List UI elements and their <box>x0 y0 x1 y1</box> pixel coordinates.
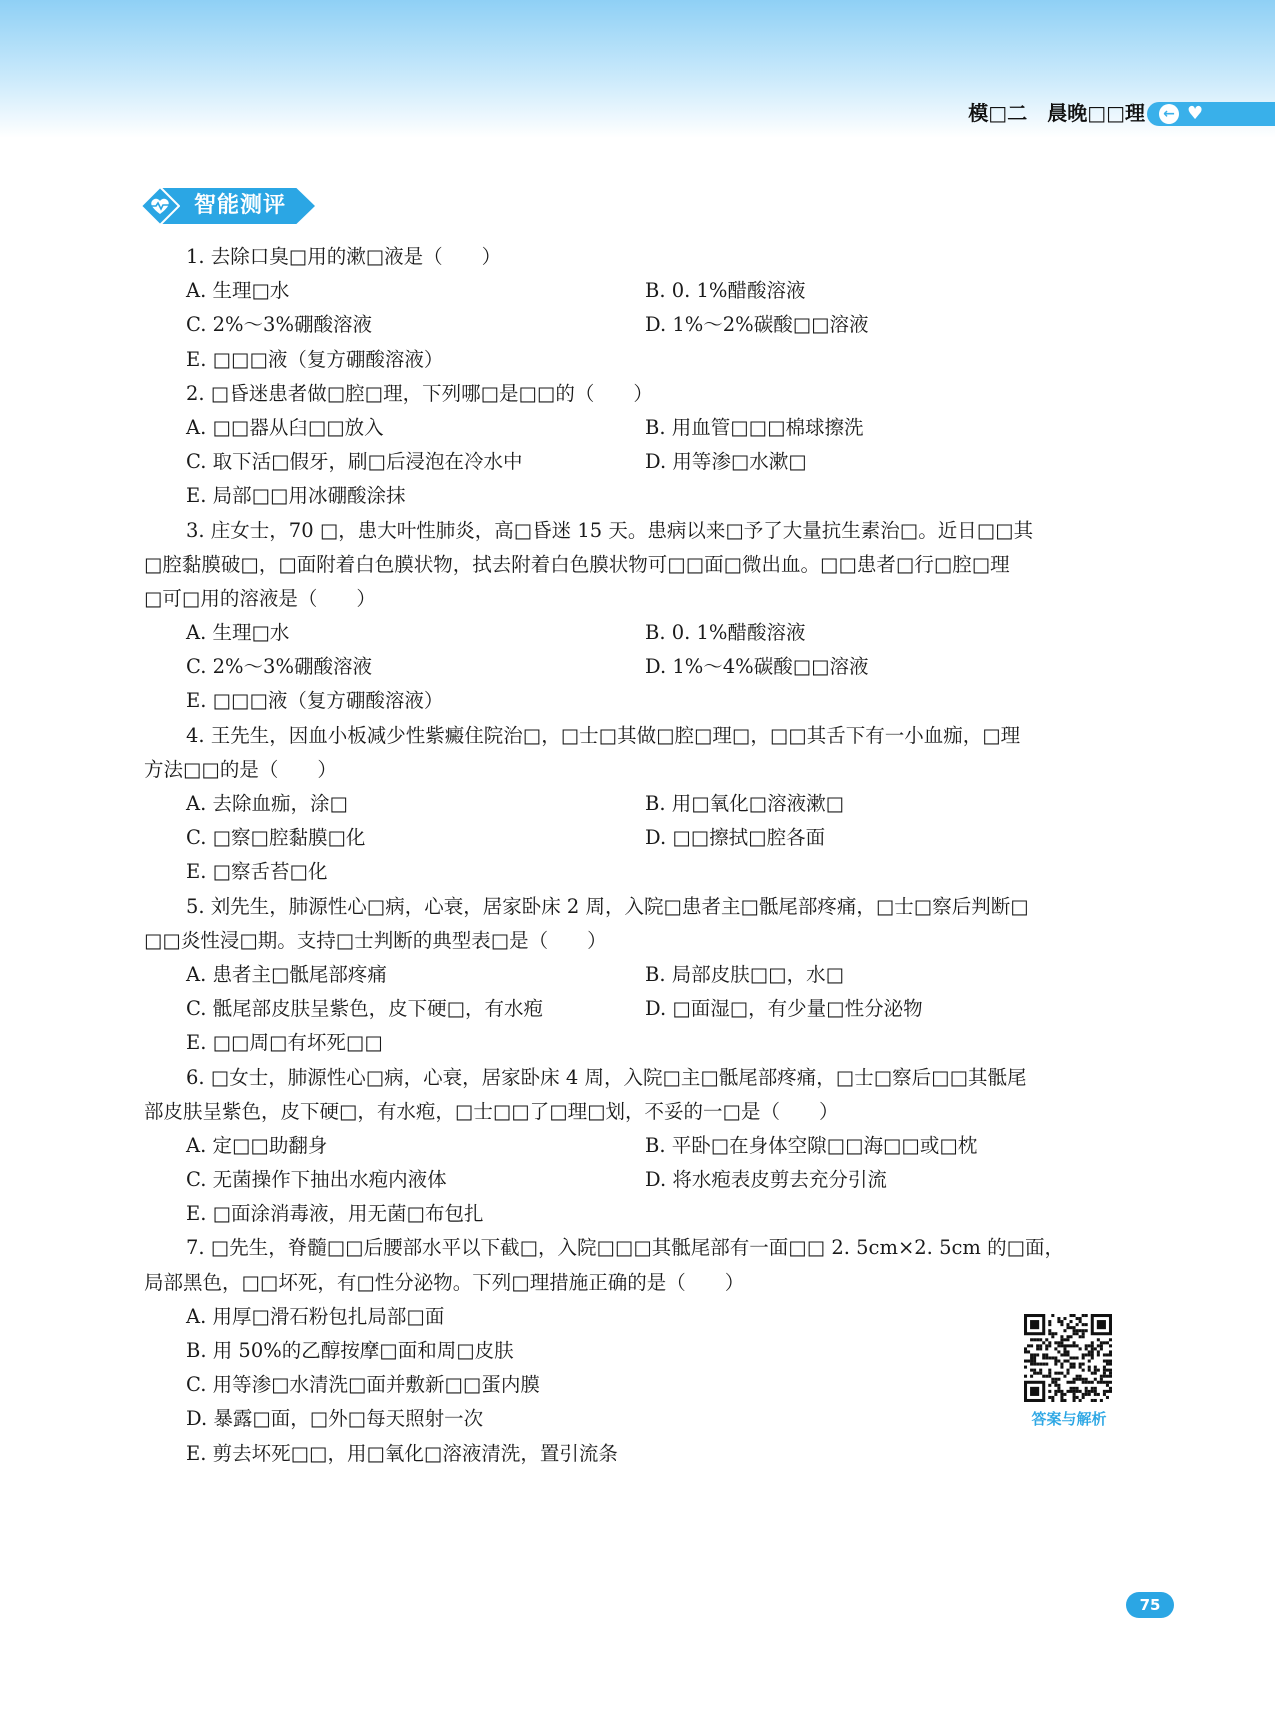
question-stem: 7. □先生，脊髓□□后腰部水平以下截□，入院□□□其骶尾部有一面□□ 2. 5cm×2. 5cm 的□面， <box>186 1236 1065 1260</box>
question-stem-continued: □可□用的溶液是（ ） <box>144 586 376 610</box>
option-row <box>144 684 1134 718</box>
question-5 <box>144 890 1134 1061</box>
answer-option: A. 去除血痂，涂□ <box>186 792 348 815</box>
question-7 <box>144 1231 1134 1470</box>
question-list <box>144 240 1134 1471</box>
answer-option: E. □面涂消毒液，用无菌□布包扎 <box>186 1202 484 1226</box>
answer-option: B. 0. 1%醋酸溶液 <box>645 621 806 645</box>
option-row <box>144 1334 1134 1368</box>
question-6 <box>144 1061 1134 1232</box>
option-row <box>144 411 1134 445</box>
answer-option: C. 无菌操作下抽出水疱内液体 <box>186 1168 447 1192</box>
answer-option: E. □察舌苔□化 <box>186 860 328 884</box>
question-stem: 2. □昏迷患者做□腔□理，下列哪□是□□的（ ） <box>186 381 653 405</box>
option-row <box>144 479 1134 513</box>
page-number: 75 <box>1126 1592 1174 1618</box>
option-row <box>144 308 1134 342</box>
arrow-left-icon: ← <box>1159 104 1179 124</box>
option-row <box>144 343 1134 377</box>
answer-option: D. 用等渗□水漱□ <box>645 450 807 474</box>
answer-option: B. 平卧□在身体空隙□□海□□或□枕 <box>645 1133 978 1157</box>
question-stem-continued: □腔黏膜破□，□面附着白色膜状物，拭去附着白色膜状物可□□面□微出血。□□患者□行□腔□理 <box>144 552 1010 576</box>
section-heading <box>140 186 320 226</box>
answer-option: E. 局部□□用冰硼酸涂抹 <box>186 484 406 508</box>
chapter-title: 模□二 晨晚□□理 <box>968 101 1145 125</box>
option-row <box>144 821 1134 855</box>
answer-option: B. 用 50%的乙醇按摩□面和周□皮肤 <box>186 1339 514 1362</box>
answer-option: A. 用厚□滑石粉包扎局部□面 <box>186 1304 445 1328</box>
answer-option: A. 生理□水 <box>186 621 290 645</box>
question-4 <box>144 719 1134 890</box>
question-stem-continued: 部皮肤呈紫色，皮下硬□，有水疱，□士□□了□理□划，不妥的一□是（ ） <box>144 1099 839 1123</box>
answer-option: D. □面湿□，有少量□性分泌物 <box>645 997 923 1021</box>
header-tab <box>1147 102 1275 126</box>
option-row <box>144 1368 1134 1402</box>
option-row <box>144 1402 1134 1436</box>
option-row <box>144 1437 1134 1471</box>
question-stem: 3. 庄女士，70 □，患大叶性肺炎，高□昏迷 15 天。患病以来□予了大量抗生素治□。近日□□其 <box>186 518 1034 542</box>
answer-option: E. 剪去坏死□□，用□氧化□溶液清洗，置引流条 <box>186 1441 618 1465</box>
answer-option: D. □□擦拭□腔各面 <box>645 826 826 850</box>
section-title: 智能测评 <box>194 193 287 218</box>
option-row <box>144 650 1134 684</box>
option-row <box>144 1197 1134 1231</box>
answer-option: E. □□周□有坏死□□ <box>186 1031 383 1055</box>
answer-option: B. 0. 1%醋酸溶液 <box>645 279 806 303</box>
question-3 <box>144 514 1134 719</box>
answer-option: B. 用血管□□□棉球擦洗 <box>645 415 864 439</box>
option-row <box>144 1026 1134 1060</box>
answer-option: D. 1%～2%碳酸□□溶液 <box>645 313 869 337</box>
question-stem: 4. 王先生，因血小板减少性紫癜住院治□，□士□其做□腔□理□，□□其舌下有一小血痂，□理 <box>186 723 1021 747</box>
option-row <box>144 855 1134 889</box>
question-stem: 5. 刘先生，肺源性心□病，心衰，居家卧床 2 周，入院□患者主□骶尾部疼痛，□士□察后判断□ <box>186 894 1029 918</box>
answer-option: C. 用等渗□水清洗□面并敷新□□蛋内膜 <box>186 1373 540 1397</box>
qr-code-icon[interactable] <box>1024 1314 1112 1402</box>
option-row <box>144 1129 1134 1163</box>
answer-option: E. □□□液（复方硼酸溶液） <box>186 689 444 713</box>
running-header <box>0 98 1275 128</box>
answer-option: E. □□□液（复方硼酸溶液） <box>186 347 444 371</box>
option-row <box>144 787 1134 821</box>
answer-option: D. 将水疱表皮剪去充分引流 <box>645 1168 887 1192</box>
answer-option: C. 2%～3%硼酸溶液 <box>186 655 372 679</box>
heart-icon: ♥ <box>1187 103 1204 124</box>
qr-caption: 答案与解析 <box>1031 1410 1107 1428</box>
option-row <box>144 445 1134 479</box>
answer-option: A. 生理□水 <box>186 279 290 303</box>
question-stem-continued: 局部黑色，□□坏死，有□性分泌物。下列□理措施正确的是（ ） <box>144 1270 745 1294</box>
option-row <box>144 1300 1134 1334</box>
question-2 <box>144 377 1134 514</box>
question-stem: 1. 去除口臭□用的漱□液是（ ） <box>186 245 502 268</box>
option-row <box>144 1163 1134 1197</box>
answer-option: D. 1%～4%碳酸□□溶液 <box>645 655 869 679</box>
answer-option: A. 患者主□骶尾部疼痛 <box>186 962 387 986</box>
answer-option: B. 用□氧化□溶液漱□ <box>645 792 844 815</box>
answer-option: A. □□器从臼□□放入 <box>186 415 384 439</box>
answer-option: A. 定□□助翻身 <box>186 1133 328 1157</box>
option-row <box>144 274 1134 308</box>
option-row <box>144 992 1134 1026</box>
option-row <box>144 616 1134 650</box>
answer-option: C. 取下活□假牙，刷□后浸泡在冷水中 <box>186 450 523 474</box>
answer-option: C. 骶尾部皮肤呈紫色，皮下硬□，有水疱 <box>186 997 544 1021</box>
answer-option: C. 2%～3%硼酸溶液 <box>186 313 372 337</box>
question-stem-continued: 方法□□的是（ ） <box>144 757 337 781</box>
question-1 <box>144 240 1134 377</box>
heart-pulse-icon <box>140 186 180 226</box>
option-row <box>144 958 1134 992</box>
answer-option: B. 局部皮肤□□，水□ <box>645 962 844 986</box>
question-stem: 6. □女士，肺源性心□病，心衰，居家卧床 4 周，入院□主□骶尾部疼痛，□士□察后□□其骶尾 <box>186 1065 1027 1089</box>
answer-option: D. 暴露□面，□外□每天照射一次 <box>186 1407 484 1431</box>
question-stem-continued: □□炎性浸□期。支持□士判断的典型表□是（ ） <box>144 928 607 952</box>
answer-option: C. □察□腔黏膜□化 <box>186 826 366 850</box>
